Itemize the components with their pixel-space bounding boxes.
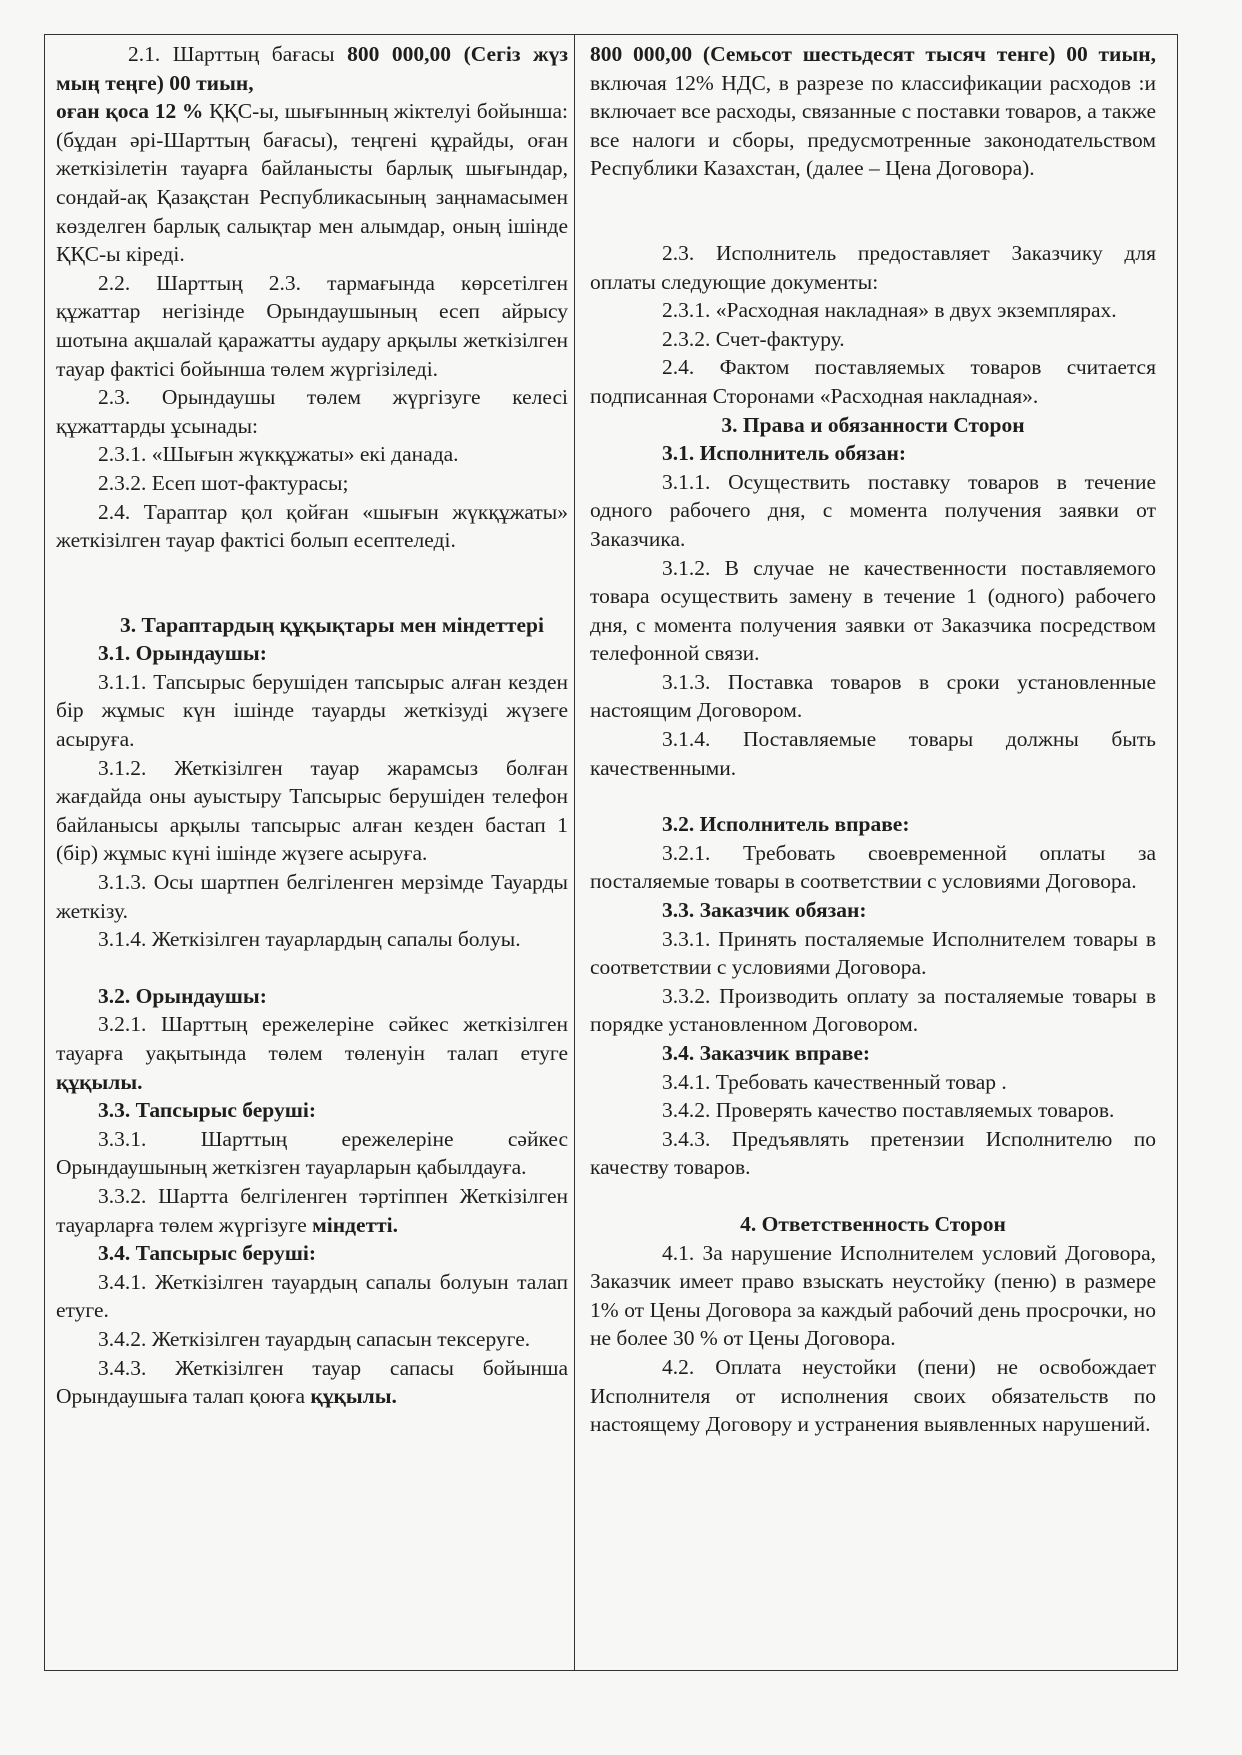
kz-clause-3-3-2 xyxy=(56,1182,568,1239)
ru-clause-3-4-2: 3.4.2. Проверять качество поставляемых товаров. xyxy=(662,1098,1115,1123)
ru-clause-3-1-1: 3.1.1. Осуществить поставку товаров в течение одного рабочего дня, с момента получения заявки от Заказчика. xyxy=(590,469,1156,551)
kz-heading-3-1: 3.1. Орындаушы: xyxy=(98,641,267,666)
kz-clause-3-3-1: 3.3.1. Шарттың ережелеріне сәйкес Орындаушының жеткізген тауарларын қабылдауға. xyxy=(56,1126,568,1180)
kz-clause-2-1-rest: ҚҚС-ы, шығынның жіктелуі бойынша:(бұдан әрі-Шарттың бағасы), теңгені құрайды, оған жеткізілетін тауарға байланысты барлық шығындар, сондай-ақ Қазақстан Республикасының заңнамасымен көзделген барлық салықтар мен алымдар, оның ішінде ҚҚС-ы кіреді. xyxy=(56,99,569,267)
kz-clause-2-1 xyxy=(56,40,568,97)
kz-clause-3-1-4: 3.1.4. Жеткізілген тауарлардың сапалы болуы. xyxy=(98,927,521,952)
kz-clause-3-4-1: 3.4.1. Жеткізілген тауардың сапалы болуын талап етуге. xyxy=(56,1269,568,1323)
ru-clause-3-3-2: 3.3.2. Производить оплату за посталяемые товары в порядке установленном Договором. xyxy=(590,983,1156,1037)
kz-clause-3-4-3-text: 3.4.3. Жеткізілген тауар сапасы бойынша Орындаушыға талап қоюға xyxy=(56,1355,568,1409)
ru-clause-2-4: 2.4. Фактом поставляемых товаров считается подписанная Сторонами «Расходная накладная». xyxy=(590,355,1156,408)
ru-clause-2-3: 2.3. Исполнитель предоставляет Заказчику для оплаты следующие документы: xyxy=(590,240,1156,294)
kz-clause-3-2-1 xyxy=(56,1010,568,1096)
kz-clause-3-4-2: 3.4.2. Жеткізілген тауардың сапасын тексеруге. xyxy=(98,1326,531,1351)
ru-section-4-heading: 4. Ответственность Сторон xyxy=(740,1211,1006,1236)
kz-clause-3-2-1-bold: құқылы. xyxy=(56,1069,143,1094)
kz-clause-3-1-1: 3.1.1. Тапсырыс берушіден тапсырыс алған кезден бір жұмыс күн ішінде тауарды жеткізуді жүзеге асыруға. xyxy=(56,669,568,752)
kz-section-3-heading: 3. Тараптардың құқықтары мен міндеттері xyxy=(120,612,544,637)
ru-section-3-heading: 3. Права и обязанности Сторон xyxy=(721,412,1025,437)
kz-clause-2-1-text: 2.1. Шарттың бағасы xyxy=(128,42,348,66)
kz-clause-2-3-2: 2.3.2. Есеп шот-фактурасы; xyxy=(98,470,349,495)
kz-clause-2-3-1: 2.3.1. «Шығын жүкқұжаты» екі данада. xyxy=(98,442,459,467)
ru-clause-2-1 xyxy=(590,40,1156,183)
column-divider xyxy=(574,34,575,1671)
kz-price-amount: 800 000,00 (Сегіз жүз мың теңге) 00 тиын, xyxy=(56,42,568,95)
kz-heading-3-2: 3.2. Орындаушы: xyxy=(98,983,267,1008)
ru-clause-4-1: 4.1. За нарушение Исполнителем условий Договора, Заказчик имеет право взыскать неустойку (пеню) в размере 1% от Цены Договора за каждый рабочий день просрочки, но не более 30 % от Цены Договора. xyxy=(590,1240,1156,1351)
ru-heading-3-1: 3.1. Исполнитель обязан: xyxy=(662,441,907,466)
kz-clause-3-4-3-bold: құқылы. xyxy=(310,1384,397,1409)
kz-clause-3-1-2: 3.1.2. Жеткізілген тауар жарамсыз болған жағдайда оны ауыстыру Тапсырыс берушіден телефон байланысы арқылы тапсырыс алған кезден бастап 1 (бір) жұмыс күні ішінде жүзеге асыруға. xyxy=(56,755,568,866)
ru-heading-3-3: 3.3. Заказчик обязан: xyxy=(662,898,867,923)
ru-clause-2-3-2: 2.3.2. Счет-фактуру. xyxy=(662,326,845,351)
kz-heading-3-4: 3.4. Тапсырыс беруші: xyxy=(98,1241,316,1266)
kz-clause-3-4-3 xyxy=(56,1354,568,1411)
ru-price-amount: 800 000,00 (Семьсот шестьдесят тысяч тенге) 00 тиын, xyxy=(590,42,1156,66)
ru-clause-3-2-1: 3.2.1. Требовать своевременной оплаты за посталяемые товары в соответствии с условиями Договора. xyxy=(590,840,1156,894)
ru-clause-2-3-1: 2.3.1. «Расходная накладная» в двух экземплярах. xyxy=(662,298,1117,323)
ru-clause-3-4-3: 3.4.3. Предъявлять претензии Исполнителю по качеству товаров. xyxy=(590,1126,1156,1180)
ru-clause-2-1-rest: включая 12% НДС, в разрезе по классификации расходов :и включает все расходы, связанные с поставки товаров, а также все налоги и сборы, предусмотренные законодательством Республики Казахстан, (далее – Цена Договора). xyxy=(590,70,1156,181)
kz-heading-3-3: 3.3. Тапсырыс беруші: xyxy=(98,1098,316,1123)
ru-heading-3-4: 3.4. Заказчик вправе: xyxy=(662,1041,871,1065)
kazakh-column xyxy=(56,40,568,1411)
ru-clause-3-1-2: 3.1.2. В случае не качественности поставляемого товара осуществить замену в течение 1 (одного) рабочего дня, с момента получения заявки от Заказчика посредством телефонной связи. xyxy=(590,555,1156,666)
ru-clause-4-2: 4.2. Оплата неустойки (пени) не освобождает Исполнителя от исполнения своих обязательств по настоящему Договору и устранения выявленных нарушений. xyxy=(590,1354,1156,1437)
kz-clause-3-2-1-text: 3.2.1. Шарттың ережелеріне сәйкес жеткізілген тауарға уақытында төлем төленуін талап етуге xyxy=(56,1012,568,1065)
ru-clause-3-3-1: 3.3.1. Принять посталяемые Исполнителем товары в соответствии с условиями Договора. xyxy=(590,926,1156,980)
kz-clause-3-3-2-bold: міндетті. xyxy=(312,1212,399,1237)
kz-clause-2-3: 2.3. Орындаушы төлем жүргізуге келесі құжаттарды ұсынады: xyxy=(56,385,568,438)
kz-clause-2-1-cont xyxy=(56,97,568,269)
ru-clause-3-4-1: 3.4.1. Требовать качественный товар . xyxy=(662,1069,1007,1094)
kz-clause-3-1-3: 3.1.3. Осы шартпен белгіленген мерзімде Тауарды жеткізу. xyxy=(56,870,568,923)
kz-clause-2-4: 2.4. Тараптар қол қойған «шығын жүкқұжаты» жеткізілген тауар фактісі болып есептеледі. xyxy=(56,499,568,553)
kz-clause-3-3-2-text: 3.3.2. Шартта белгіленген тәртіппен Жеткізілген тауарларға төлем жүргізуге xyxy=(56,1183,568,1237)
ru-clause-3-1-4: 3.1.4. Поставляемые товары должны быть качественными. xyxy=(590,727,1156,780)
russian-column xyxy=(590,40,1156,1439)
kz-vat-rate: оған қоса 12 % xyxy=(56,99,204,124)
ru-clause-3-1-3: 3.1.3. Поставка товаров в сроки установленные настоящим Договором. xyxy=(590,669,1156,723)
kz-clause-2-2: 2.2. Шарттың 2.3. тармағында көрсетілген құжаттар негізінде Орындаушының есеп айрысу шотына ақшалай қаражатты аудару арқылы жеткізілген тауар фактісі бойынша төлем жүргізіледі. xyxy=(56,270,568,381)
ru-heading-3-2: 3.2. Исполнитель вправе: xyxy=(662,812,910,837)
